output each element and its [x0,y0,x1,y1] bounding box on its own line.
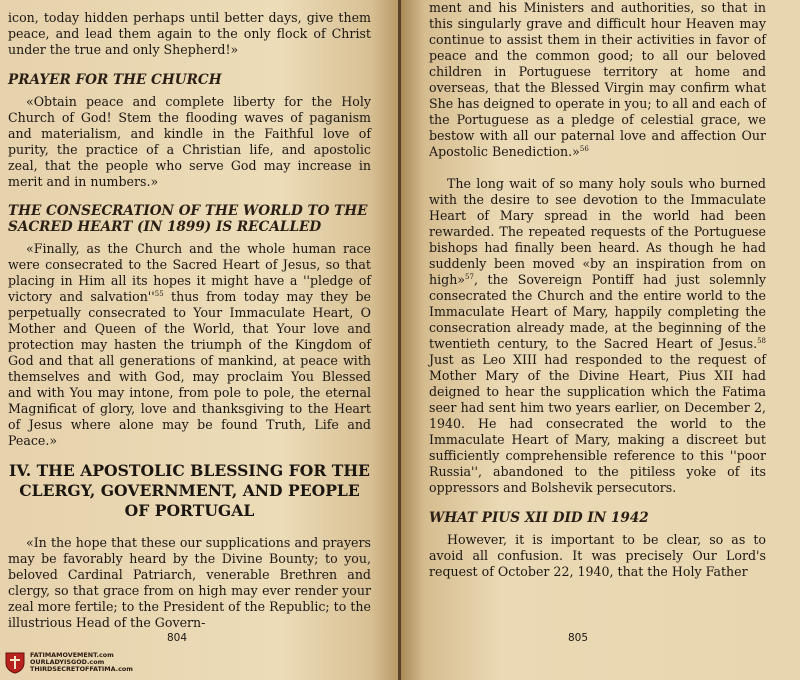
heading-what-pius-xii-did: WHAT PIUS XII DID IN 1942 [429,510,649,526]
heading-consecration-recalled: THE CONSECRATION OF THE WORLD TO THE SACRED HEART (IN 1899) IS RECALLED [8,203,368,235]
left-paragraph-4: «In the hope that these our supplications and prayers may be favorably heard by the Divine Bounty; to you, beloved Cardinal Patriarch, venerable Brethren and clergy, so that grace from on high may ever render your zeal more fertile; to the President of the Republic; to the illustrious Head of the Govern- [8,535,371,630]
watermark-line-2: OURLADYISGOD.com [30,658,105,666]
shield-logo-icon [5,652,25,674]
right-paragraph-2 [429,176,766,496]
left-paragraph-3-start: «Finally, as the Church and the whole human race were consecrated to the Sacred Heart of Jesus, so that placing in Him all its hopes it might have a ''pledge of victory and salvation'' [8,241,371,304]
footnote-57: 57 [465,272,474,281]
watermark-line-1: FATIMAMOVEMENT.com [30,651,114,659]
footnote-56: 56 [579,144,589,153]
page-number-left: 804 [167,632,188,644]
left-paragraph-3 [8,241,371,449]
footnote-55: 55 [154,289,164,298]
right-paragraph-2-middle: , the Sovereign Pontiff had just solemnly consecrated the Church and the entire world to the Immaculate Heart of Mary, happily completing the consecration already made, at the beginning of the twentieth century, to the Sacred Heart of Jesus. [429,272,766,351]
right-paragraph-1-text: ment and his Ministers and authorities, so that in this singularly grave and difficult hour Heaven may continue to assist them in their activities in favor of peace and the common good; to all our beloved children in Portuguese territory at home and overseas, that the Blessed Virgin may confirm what She has deigned to operate in you; to all and each of the Portuguese as a pledge of celestial grace, we bestow with all our paternal love and affection Our Apostolic Benediction.» [429,0,766,159]
right-paragraph-2-start: The long wait of so many holy souls who burned with the desire to see devotion to the Immaculate Heart of Mary spread in the world had been rewarded. The repeated requests of the Portuguese bishops had finally been heard. As though he had suddenly been moved «by an inspiration from on high» [429,176,766,287]
left-page [0,0,399,680]
watermark-line-3: THIRDSECRETOFFATIMA.com [30,665,133,673]
left-paragraph-1: icon, today hidden perhaps until better days, give them peace, and lead them again to the only flock of Christ under the true and only Shepherd!» [8,10,371,57]
right-paragraph-3: However, it is important to be clear, so as to avoid all confusion. It was precisely Our Lord's request of October 22, 1940, that the Holy Father [429,532,766,579]
footnote-58: 58 [757,336,766,345]
heading-prayer-for-the-church: PRAYER FOR THE CHURCH [8,72,222,88]
right-paragraph-2-end: Just as Leo XIII had responded to the request of Mother Mary of the Divine Heart, Pius XII had deigned to hear the supplication which the Fatima seer had sent him two years earlier, on December 2, 1940. He had consecrated the world to the Immaculate Heart of Mary, making a discreet but sufficiently comprehensible reference to this ''poor Russia'', abandoned to the pitiless yoke of its oppressors and Bolshevik persecutors. [429,352,766,495]
section-title-apostolic-blessing: IV. THE APOSTOLIC BLESSING FOR THE CLERGY, GOVERNMENT, AND PEOPLE OF PORTUGAL [9,461,370,520]
right-paragraph-1 [429,0,766,160]
right-page [401,0,800,680]
page-number-right: 805 [568,632,589,644]
left-paragraph-3-end: thus from today may they be perpetually consecrated to Your Immaculate Heart, O Mother and Queen of the World, that Your love and protection may hasten the triumph of the Kingdom of God and that all generations of mankind, at peace with themselves and with God, may proclaim You Blessed and with You may intone, from pole to pole, the eternal Magnificat of glory, love and thanksgiving to the Heart of Jesus where alone may be found Truth, Life and Peace.» [8,289,371,448]
left-paragraph-2: «Obtain peace and complete liberty for the Holy Church of God! Stem the flooding waves of paganism and materialism, and kindle in the Faithful love of purity, the practice of a Christian life, and apostolic zeal, that the people who serve God may increase in merit and in numbers.» [8,94,371,189]
